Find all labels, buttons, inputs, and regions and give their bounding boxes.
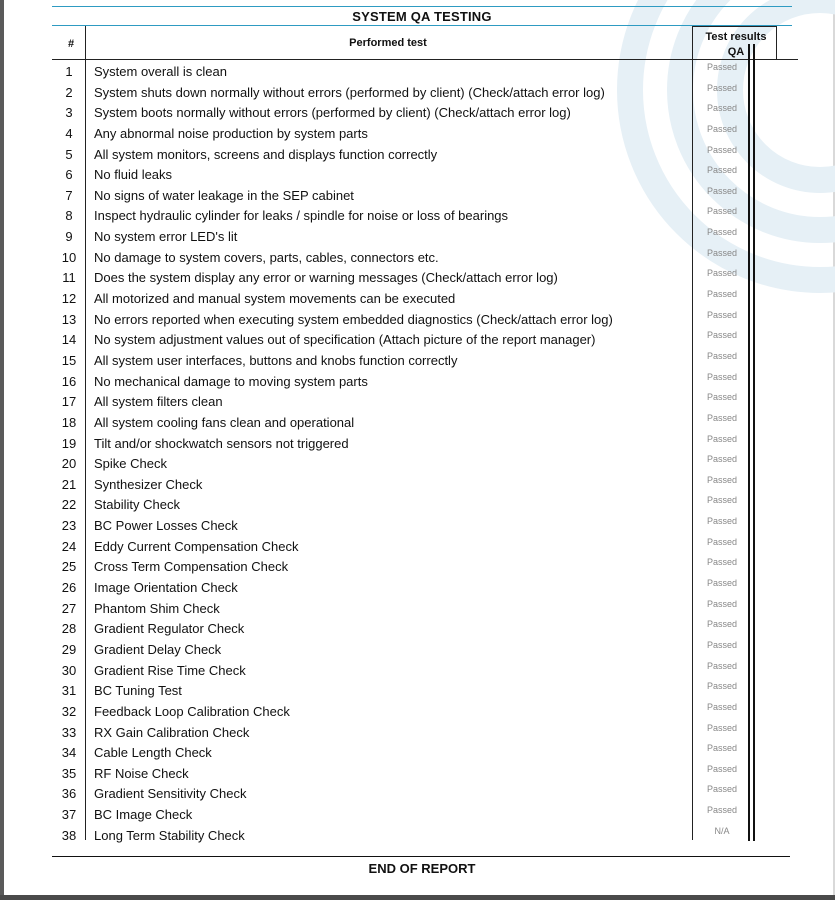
title-top-rule xyxy=(52,6,792,7)
row-result: Passed xyxy=(706,557,738,568)
title-bottom-rule xyxy=(52,25,792,26)
row-number: 15 xyxy=(61,352,77,368)
row-result: N/A xyxy=(714,825,730,836)
table-row xyxy=(52,640,792,661)
row-result: Passed xyxy=(706,433,738,444)
row-result: Passed xyxy=(706,598,738,609)
row-test-description: No mechanical damage to moving system parts xyxy=(94,373,368,389)
row-test-description: Long Term Stability Check xyxy=(94,827,245,843)
row-number: 32 xyxy=(61,703,77,719)
row-result: Passed xyxy=(706,103,738,114)
row-number: 29 xyxy=(61,641,77,657)
table-row xyxy=(52,289,792,310)
row-result: Passed xyxy=(706,743,738,754)
row-number: 28 xyxy=(61,621,77,637)
row-number: 5 xyxy=(65,146,73,162)
row-result: Passed xyxy=(706,516,738,527)
row-test-description: Gradient Regulator Check xyxy=(94,621,245,637)
results-header-right-edge xyxy=(776,26,777,60)
row-result: Passed xyxy=(706,268,738,279)
row-result: Passed xyxy=(706,722,738,733)
row-test-description: No system adjustment values out of specification (Attach picture of the report manager) xyxy=(94,332,596,348)
row-result: Passed xyxy=(706,123,738,134)
table-row xyxy=(52,227,792,248)
row-result: Passed xyxy=(706,619,738,630)
table-row xyxy=(52,826,792,847)
viewer-bottom-border xyxy=(0,895,835,900)
row-result: Passed xyxy=(706,82,738,93)
table-row xyxy=(52,310,792,331)
row-result: Passed xyxy=(706,412,738,423)
row-number: 36 xyxy=(61,786,77,802)
row-result: Passed xyxy=(706,206,738,217)
table-row xyxy=(52,784,792,805)
table-row xyxy=(52,537,792,558)
row-result: Passed xyxy=(706,495,738,506)
row-result: Passed xyxy=(706,392,738,403)
row-result: Passed xyxy=(706,639,738,650)
table-row xyxy=(52,372,792,393)
row-test-description: BC Tuning Test xyxy=(94,683,182,699)
row-number: 20 xyxy=(61,456,77,472)
column-header-number: # xyxy=(67,38,75,50)
row-test-description: Eddy Current Compensation Check xyxy=(94,538,299,554)
row-result: Passed xyxy=(706,805,738,816)
table-row xyxy=(52,434,792,455)
table-row xyxy=(52,206,792,227)
row-test-description: System overall is clean xyxy=(94,64,227,79)
row-number: 8 xyxy=(65,208,73,224)
row-test-description: Does the system display any error or warning messages (Check/attach error log) xyxy=(94,270,558,286)
row-test-description: All system filters clean xyxy=(94,394,223,410)
row-number: 2 xyxy=(65,84,73,100)
row-result: Passed xyxy=(706,578,738,589)
row-number: 11 xyxy=(62,270,76,286)
row-result: Passed xyxy=(706,371,738,382)
table-row xyxy=(52,743,792,764)
table-row xyxy=(52,268,792,289)
row-number: 4 xyxy=(65,125,73,141)
viewer-left-border xyxy=(0,0,4,900)
row-test-description: Gradient Delay Check xyxy=(94,641,222,657)
row-test-description: System boots normally without errors (performed by client) (Check/attach error log) xyxy=(94,105,571,121)
table-row xyxy=(52,454,792,475)
table-bottom-rule xyxy=(52,856,790,857)
row-test-description: No signs of water leakage in the SEP cabinet xyxy=(94,187,354,203)
row-test-description: Cross Term Compensation Check xyxy=(94,559,289,575)
row-test-description: Phantom Shim Check xyxy=(94,600,220,616)
row-number: 24 xyxy=(61,538,77,554)
row-result: Passed xyxy=(706,309,738,320)
row-number: 21 xyxy=(61,476,77,492)
row-number: 12 xyxy=(61,291,77,307)
row-test-description: All system monitors, screens and displays function correctly xyxy=(94,146,438,162)
row-number: 23 xyxy=(61,518,77,534)
row-result: Passed xyxy=(706,763,738,774)
row-result: Passed xyxy=(706,784,738,795)
table-row xyxy=(52,805,792,826)
row-test-description: Cable Length Check xyxy=(94,745,212,761)
row-number: 25 xyxy=(61,559,77,575)
row-number: 17 xyxy=(61,394,77,410)
document-title: SYSTEM QA TESTING xyxy=(352,9,492,24)
row-test-description: BC Power Losses Check xyxy=(94,518,238,534)
row-result: Passed xyxy=(706,165,738,176)
row-test-description: No errors reported when executing system embedded diagnostics (Check/attach error log) xyxy=(94,311,613,327)
table-row xyxy=(52,516,792,537)
row-number: 33 xyxy=(61,724,77,740)
row-number: 9 xyxy=(65,229,73,245)
row-test-description: Gradient Sensitivity Check xyxy=(94,786,247,802)
row-result: Passed xyxy=(706,289,738,300)
table-row xyxy=(52,62,792,83)
row-test-description: Spike Check xyxy=(94,456,167,472)
table-row xyxy=(52,495,792,516)
table-row xyxy=(52,186,792,207)
row-test-description: RF Noise Check xyxy=(94,765,189,781)
column-header-results-line1: Test results xyxy=(705,31,767,43)
table-row xyxy=(52,392,792,413)
row-result: Passed xyxy=(706,330,738,341)
row-result: Passed xyxy=(706,185,738,196)
table-row xyxy=(52,661,792,682)
row-number: 35 xyxy=(61,765,77,781)
row-test-description: No fluid leaks xyxy=(94,167,173,183)
row-number: 3 xyxy=(65,105,73,121)
row-number: 18 xyxy=(61,414,77,430)
row-number: 22 xyxy=(61,497,77,513)
row-number: 13 xyxy=(61,311,77,327)
row-test-description: Inspect hydraulic cylinder for leaks / spindle for noise or loss of bearings xyxy=(94,208,509,224)
row-result: Passed xyxy=(706,350,738,361)
row-result: Passed xyxy=(706,681,738,692)
table-row xyxy=(52,702,792,723)
table-row xyxy=(52,83,792,104)
column-header-results-line2: QA xyxy=(727,46,745,58)
row-result: Passed xyxy=(706,144,738,155)
row-test-description: Stability Check xyxy=(94,497,180,513)
row-test-description: RX Gain Calibration Check xyxy=(94,724,250,740)
row-number: 16 xyxy=(61,373,77,389)
row-test-description: Gradient Rise Time Check xyxy=(94,662,246,678)
table-row xyxy=(52,330,792,351)
table-row xyxy=(52,124,792,145)
table-row xyxy=(52,764,792,785)
row-number: 26 xyxy=(61,580,77,596)
row-test-description: Any abnormal noise production by system parts xyxy=(94,125,368,141)
row-number: 1 xyxy=(65,64,73,79)
row-number: 7 xyxy=(65,187,73,203)
row-test-description: Synthesizer Check xyxy=(94,476,203,492)
table-row xyxy=(52,578,792,599)
row-number: 30 xyxy=(61,662,77,678)
row-result: Passed xyxy=(706,660,738,671)
row-result: Passed xyxy=(706,227,738,238)
row-result: Passed xyxy=(706,474,738,485)
row-number: 38 xyxy=(61,827,77,843)
row-number: 31 xyxy=(61,683,77,699)
table-row xyxy=(52,475,792,496)
row-test-description: Image Orientation Check xyxy=(94,580,238,596)
row-number: 14 xyxy=(61,332,77,348)
row-test-description: BC Image Check xyxy=(94,807,193,823)
row-test-description: System shuts down normally without errors (performed by client) (Check/attach error log) xyxy=(94,84,605,100)
row-number: 10 xyxy=(61,249,77,265)
row-number: 37 xyxy=(61,807,77,823)
results-header-top-rule xyxy=(693,26,777,27)
row-test-description: Feedback Loop Calibration Check xyxy=(94,703,290,719)
table-row xyxy=(52,681,792,702)
row-test-description: Tilt and/or shockwatch sensors not triggered xyxy=(94,435,349,451)
row-number: 34 xyxy=(61,745,77,761)
row-test-description: All system user interfaces, buttons and knobs function correctly xyxy=(94,352,458,368)
table-row xyxy=(52,619,792,640)
table-row xyxy=(52,248,792,269)
table-row xyxy=(52,413,792,434)
column-header-test: Performed test xyxy=(349,37,427,49)
table-row xyxy=(52,723,792,744)
row-number: 19 xyxy=(61,435,77,451)
end-of-report: END OF REPORT xyxy=(368,861,476,876)
row-test-description: All system cooling fans clean and operational xyxy=(94,414,355,430)
table-row xyxy=(52,557,792,578)
column-header-results xyxy=(694,30,778,60)
table-row xyxy=(52,103,792,124)
table-row xyxy=(52,599,792,620)
row-result: Passed xyxy=(706,62,738,72)
row-number: 6 xyxy=(65,167,73,183)
table-row xyxy=(52,351,792,372)
qa-test-table xyxy=(52,62,792,846)
row-result: Passed xyxy=(706,701,738,712)
row-result: Passed xyxy=(706,536,738,547)
row-test-description: No system error LED's lit xyxy=(94,229,238,245)
row-test-description: All motorized and manual system movements can be executed xyxy=(94,291,456,307)
header-separator xyxy=(52,59,798,60)
table-row xyxy=(52,165,792,186)
row-result: Passed xyxy=(706,247,738,258)
row-result: Passed xyxy=(706,454,738,465)
row-test-description: No damage to system covers, parts, cables, connectors etc. xyxy=(94,249,439,265)
table-row xyxy=(52,145,792,166)
row-number: 27 xyxy=(61,600,77,616)
